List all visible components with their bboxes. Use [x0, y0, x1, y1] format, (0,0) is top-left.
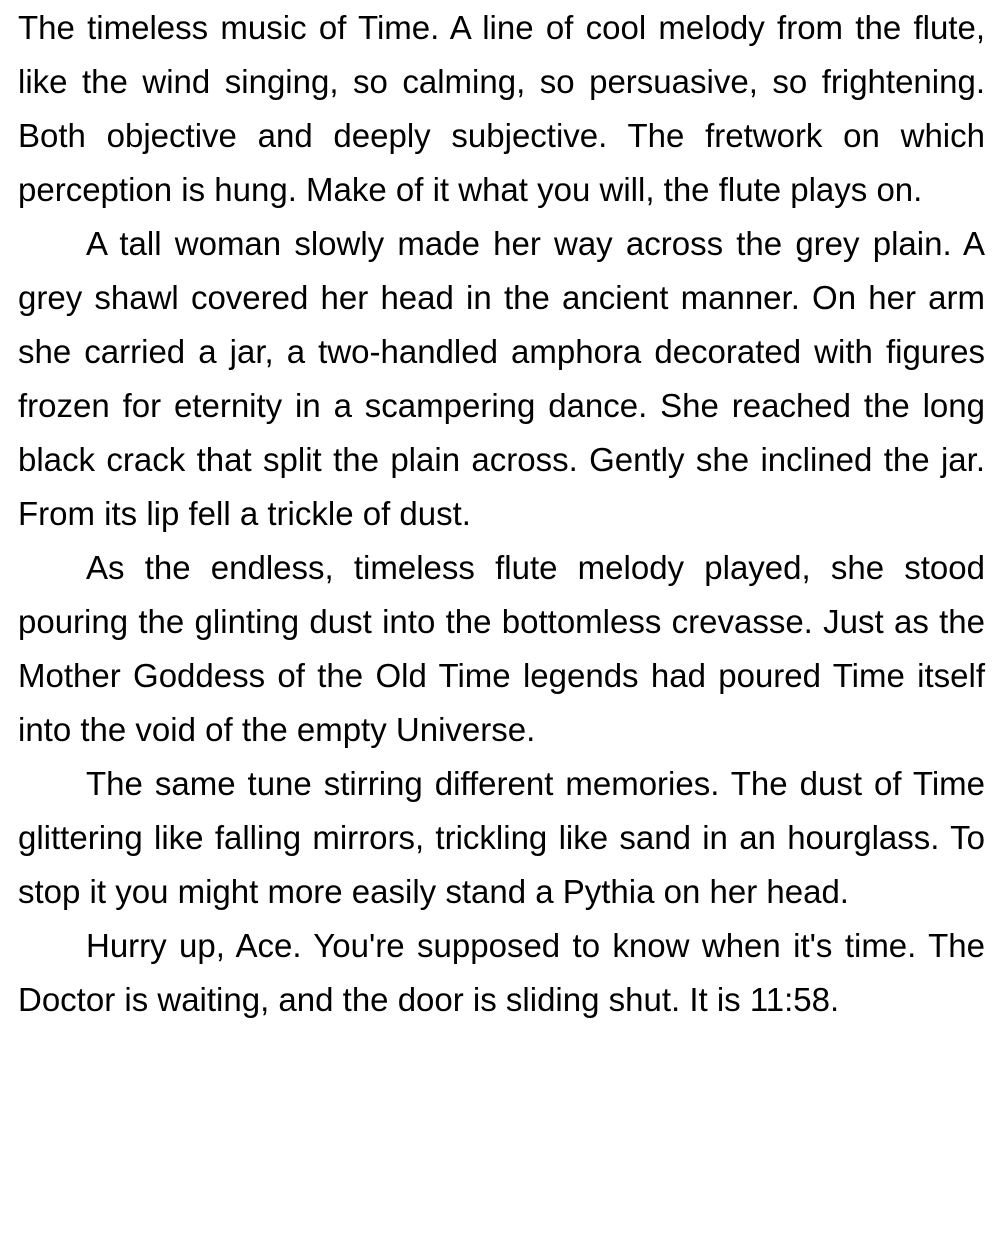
- paragraph-5: Hurry up, Ace. You're supposed to know when it's time. The Doctor is waiting, and the door is sliding shut. It is 11:58.: [18, 927, 985, 1018]
- paragraph-2: A tall woman slowly made her way across the grey plain. A grey shawl covered her head in the ancient manner. On her arm she carried a jar, a two-handled amphora decorated with figures frozen for eternity in a scampering dance. She reached the long black crack that split the plain across. Gently she inclined the jar. From its lip fell a trickle of dust.: [18, 225, 985, 532]
- paragraph-3: As the endless, timeless flute melody played, she stood pouring the glinting dust into the bottomless crevasse. Just as the Mother Goddess of the Old Time legends had poured Time itself into the void of the empty Universe.: [18, 549, 985, 748]
- paragraph-4: The same tune stirring different memories. The dust of Time glittering like falling mirrors, trickling like sand in an hourglass. To stop it you might more easily stand a Pythia on her head.: [18, 765, 985, 910]
- body-text: [18, 0, 985, 1027]
- paragraph-1: The timeless music of Time. A line of cool melody from the flute, like the wind singing, so calming, so persuasive, so frightening. Both objective and deeply subjective. The fretwork on which perception is hung. Make of it what you will, the flute plays on.: [18, 9, 985, 208]
